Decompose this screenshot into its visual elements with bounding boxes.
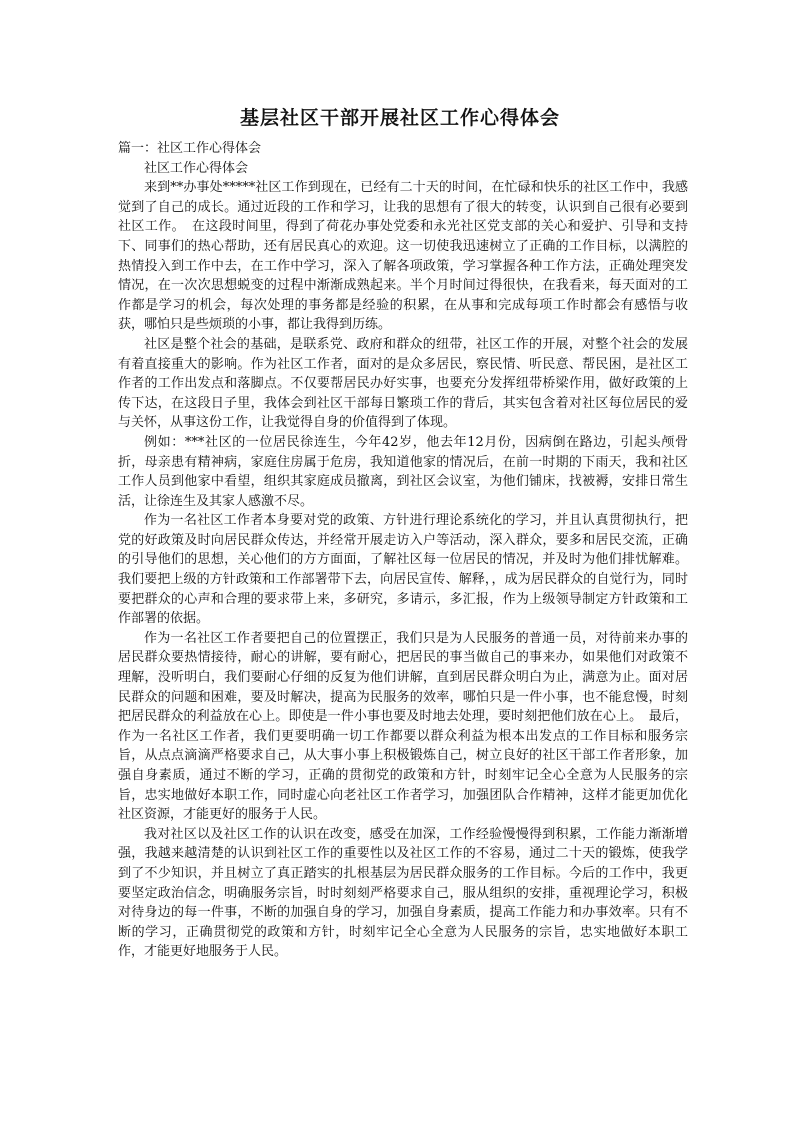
document-body	[118, 139, 688, 962]
paragraph: 作为一名社区工作者本身要对党的政策、方针进行理论系统化的学习，并且认真贯彻执行，把党的好政策及时向居民群众传达，并经常开展走访入户等活动，深入群众，要多和居民交流，正确的引导他们的思想，关心他们的方方面面，了解社区每一位居民的情况，并及时为他们排忧解难。我们要把上级的方针政策和工作部署带下去，向居民宣传、解释，，成为居民群众的自觉行为，同时要把群众的心声和合理的要求带上来，多研究，多请示，多汇报，作为上级领导制定方针政策和工作部署的依据。	[118, 513, 688, 627]
paragraph: 社区是整个社会的基础，是联系党、政府和群众的纽带，社区工作的开展，对整个社会的发展有着直接重大的影响。作为社区工作者，面对的是众多居民，察民情、听民意、帮民困，是社区工作者的工作出发点和落脚点。不仅要帮居民办好实事，也要充分发挥纽带桥梁作用，做好政策的上传下达，在这段日子里，我体会到社区干部每日繁琐工作的背后，其实包含着对社区每位居民的爱与关怀，从事这份工作，让我觉得自身的价值得到了体现。	[118, 336, 688, 431]
subheading: 社区工作心得体会	[144, 160, 249, 176]
document-title: 基层社区干部开展社区工作心得体会	[239, 107, 560, 129]
paragraph: 作为一名社区工作者要把自己的位置摆正，我们只是为人民服务的普通一员，对待前来办事的居民群众要热情接待，耐心的讲解，要有耐心，把居民的事当做自己的事来办，如果他们对政策不理解，没听明白，我们要耐心仔细的反复为他们讲解，直到居民群众明白为止，满意为止。面对居民群众的问题和困难，要及时解决，提高为民服务的效率，哪怕只是一件小事，也不能怠慢，时刻把居民群众的利益放在心上。即使是一件小事也要及时地去处理，要时刻把他们放在心上。 最后，作为一名社区工作者，我们更要明确一切工作都要以群众利益为根本出发点的工作目标和服务宗旨，从点点滴滴严格要求自己，从大事小事上积极锻炼自己，树立良好的社区干部工作者形象，加强自身素质，通过不断的学习，正确的贯彻党的政策和方针，时刻牢记全心全意为人民服务的宗旨，忠实地做好本职工作，同时虚心向老社区工作者学习，加强团队合作精神，这样才能更加优化社区资源，才能更好的服务于人民。	[118, 630, 688, 823]
section-heading: 篇一：社区工作心得体会	[118, 141, 262, 156]
paragraph: 例如：***社区的一位居民徐连生，今年42岁，他去年12月份，因病倒在路边，引起头颅骨折，母亲患有精神病，家庭住房属于危房，我知道他家的情况后，在前一时期的下雨天，我和社区工作人员到他家中看望，组织其家庭成员撤离，到社区会议室，为他们铺床，找被褥，安排日常生活，让徐连生及其家人感激不尽。	[118, 434, 688, 509]
paragraph: 来到**办事处*****社区工作到现在，已经有二十天的时间，在忙碌和快乐的社区工作中，我感觉到了自己的成长。通过近段的工作和学习，让我的思想有了很大的转变，认识到自己很有必要到社区工作。 在这段时间里，得到了荷花办事处党委和永光社区党支部的关心和爱护、引导和支持下、同事们的热心帮助，还有居民真心的欢迎。这一切使我迅速树立了正确的工作目标，以满腔的热情投入到工作中去，在工作中学习，深入了解各项政策，学习掌握各种工作方法，正确处理突发情况，在一次次思想蜕变的过程中渐渐成熟起来。半个月时间过得很快，在我看来，每天面对的工作都是学习的机会，每次处理的事务都是经验的积累，在从事和完成每项工作时都会有感悟与收获，哪怕只是些烦琐的小事，都让我得到历练。	[118, 180, 688, 333]
paragraph: 我对社区以及社区工作的认识在改变，感受在加深，工作经验慢慢得到积累，工作能力渐渐增强，我越来越清楚的认识到社区工作的重要性以及社区工作的不容易，通过二十天的锻炼，使我学到了不少知识，并且树立了真正踏实的扎根基层为居民群众服务的工作目标。今后的工作中，我更要坚定政治信念，明确服务宗旨，时时刻刻严格要求自己，服从组织的安排，重视理论学习，积极对待身边的每一件事，不断的加强自身的学习，加强自身素质，提高工作能力和办事效率。只有不断的学习，正确贯彻党的政策和方针，时刻牢记全心全意为人民服务的宗旨，忠实地做好本职工作，才能更好地服务于人民。	[118, 826, 688, 960]
